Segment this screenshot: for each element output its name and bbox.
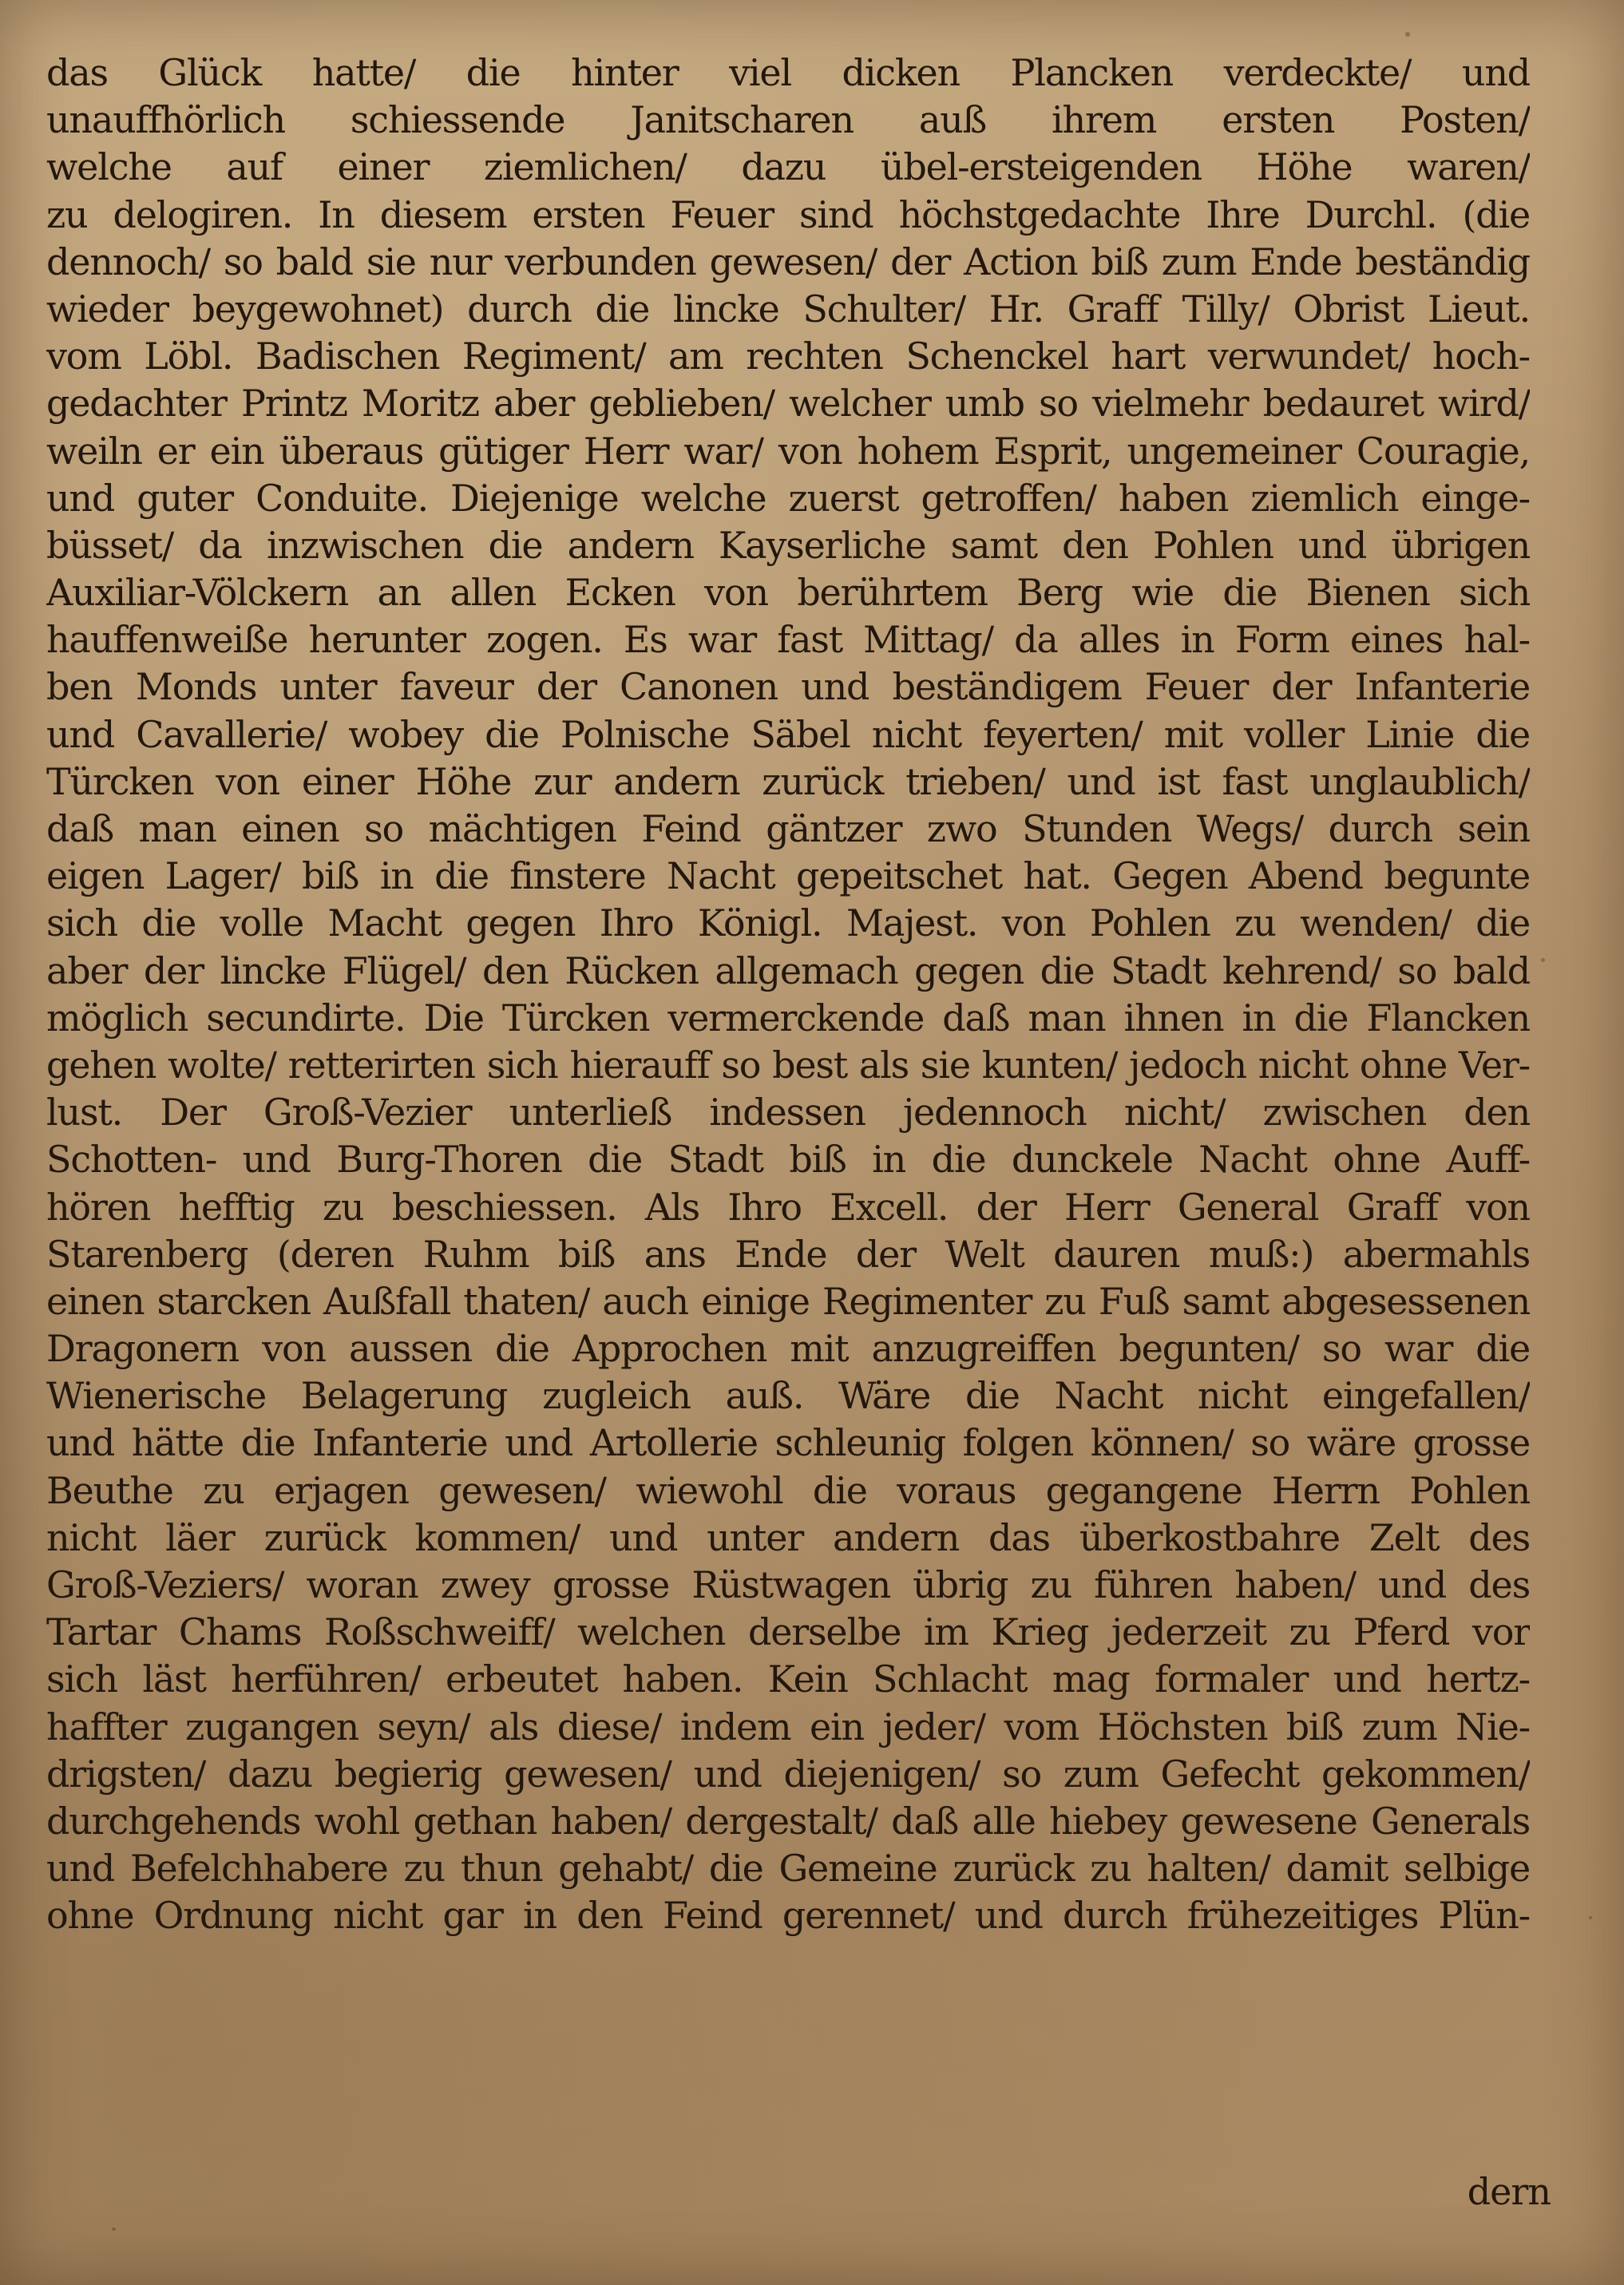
text-line: ohne Ordnung nicht gar in den Feind gerennet/ und durch frühezeitiges Plün- <box>46 1894 1530 1938</box>
text-line: haffter zugangen seyn/ als diese/ indem ein jeder/ vom Höchsten biß zum Nie- <box>46 1705 1530 1748</box>
text-line: Groß-Veziers/ woran zwey grosse Rüstwagen übrig zu führen haben/ und des <box>46 1563 1530 1606</box>
text-line: Dragonern von aussen die Approchen mit anzugreiffen begunten/ so war die <box>46 1327 1530 1371</box>
text-line: Auxiliar-Völckern an allen Ecken von berührtem Berg wie die Bienen sich <box>46 571 1530 615</box>
text-line: ben Monds unter faveur der Canonen und beständigem Feuer der Infanterie <box>46 665 1530 709</box>
text-line: das Glück hatte/ die hinter viel dicken Plancken verdeckte/ und <box>46 51 1530 94</box>
text-line: und Befelchhabere zu thun gehabt/ die Gemeine zurück zu halten/ damit selbige <box>46 1847 1530 1891</box>
text-line: lust. Der Groß-Vezier unterließ indessen jedennoch nicht/ zwischen den <box>46 1091 1530 1135</box>
text-line: und guter Conduite. Diejenige welche zuerst getroffen/ haben ziemlich einge- <box>46 476 1530 520</box>
text-line: vom Löbl. Badischen Regiment/ am rechten Schenckel hart verwundet/ hoch- <box>46 335 1530 378</box>
text-line: Wienerische Belagerung zugleich auß. Wäre die Nacht nicht eingefallen/ <box>46 1374 1530 1418</box>
text-line: möglich secundirte. Die Türcken vermerckende daß man ihnen in die Flancken <box>46 996 1530 1040</box>
text-line: Tartar Chams Roßschweiff/ welchen derselbe im Krieg jederzeit zu Pferd vor <box>46 1610 1530 1654</box>
text-line: unauffhörlich schiessende Janitscharen auß ihrem ersten Posten/ <box>46 98 1530 142</box>
text-line: wieder beygewohnet) durch die lincke Schulter/ Hr. Graff Tilly/ Obrist Lieut. <box>46 287 1530 331</box>
text-line: Schotten- und Burg-Thoren die Stadt biß in die dunckele Nacht ohne Auff- <box>46 1138 1530 1182</box>
text-line: Türcken von einer Höhe zur andern zurück trieben/ und ist fast unglaublich/ <box>46 759 1530 803</box>
text-line: Starenberg (deren Ruhm biß ans Ende der Welt dauren muß:) abermahls <box>46 1232 1530 1276</box>
text-line: und hätte die Infanterie und Artollerie schleunig folgen können/ so wäre grosse <box>46 1421 1530 1465</box>
text-line: nicht läer zurück kommen/ und unter andern das überkostbahre Zelt des <box>46 1515 1530 1559</box>
text-line: hauffenweiße herunter zogen. Es war fast Mittag/ da alles in Form eines hal- <box>46 618 1530 662</box>
text-line: büsset/ da inzwischen die andern Kayserliche samt den Pohlen und übrigen <box>46 523 1530 567</box>
text-line: drigsten/ dazu begierig gewesen/ und diejenigen/ so zum Gefecht gekommen/ <box>46 1752 1530 1796</box>
text-line: eigen Lager/ biß in die finstere Nacht gepeitschet hat. Gegen Abend begunte <box>46 854 1530 898</box>
text-line: zu delogiren. In diesem ersten Feuer sind höchstgedachte Ihre Durchl. (die <box>46 192 1530 236</box>
text-line: welche auf einer ziemlichen/ dazu übel-ersteigenden Höhe waren/ <box>46 145 1530 189</box>
text-line: daß man einen so mächtigen Feind gäntzer zwo Stunden Wegs/ durch sein <box>46 807 1530 850</box>
catchword: dern <box>1467 2170 1551 2213</box>
text-line: dennoch/ so bald sie nur verbunden gewesen/ der Action biß zum Ende beständig <box>46 240 1530 283</box>
body-text <box>46 50 1530 1940</box>
text-line: Beuthe zu erjagen gewesen/ wiewohl die voraus gegangene Herrn Pohlen <box>46 1468 1530 1512</box>
text-line: sich läst herführen/ erbeutet haben. Kein Schlacht mag formaler und hertz- <box>46 1657 1530 1701</box>
text-line: weiln er ein überaus gütiger Herr war/ von hohem Esprit, ungemeiner Couragie, <box>46 429 1530 473</box>
text-line: gehen wolte/ retterirten sich hierauff so best als sie kunten/ jedoch nicht ohne Ver- <box>46 1043 1530 1087</box>
text-line: gedachter Printz Moritz aber geblieben/ welcher umb so vielmehr bedauret wird/ <box>46 382 1530 426</box>
text-line: und Cavallerie/ wobey die Polnische Säbel nicht feyerten/ mit voller Linie die <box>46 712 1530 756</box>
text-line: durchgehends wohl gethan haben/ dergestalt/ daß alle hiebey gewesene Generals <box>46 1799 1530 1843</box>
text-line: sich die volle Macht gegen Ihro Königl. Majest. von Pohlen zu wenden/ die <box>46 901 1530 945</box>
text-line: hören hefftig zu beschiessen. Als Ihro Excell. der Herr General Graff von <box>46 1185 1530 1229</box>
text-line: einen starcken Außfall thaten/ auch einige Regimenter zu Fuß samt abgesessenen <box>46 1279 1530 1323</box>
text-line: aber der lincke Flügel/ den Rücken allgemach gegen die Stadt kehrend/ so bald <box>46 948 1530 992</box>
